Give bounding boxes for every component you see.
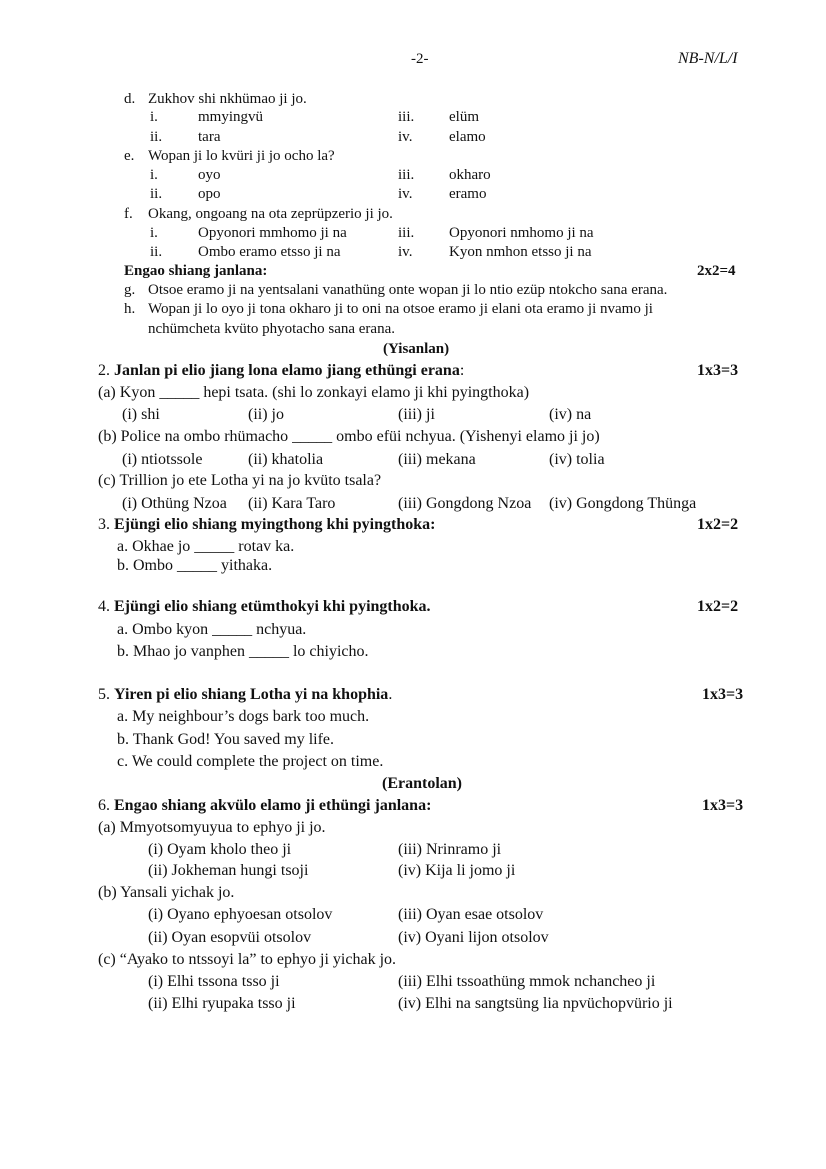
q1h-line2: nchümcheta kvüto phyotacho sana erana.: [148, 321, 395, 337]
q1f-opt-text: Ombo eramo etsso ji na: [198, 244, 341, 260]
q6b-option: (iii) Oyan esae otsolov: [398, 906, 544, 923]
q1f-opt-num: iv.: [398, 244, 413, 260]
q1d-opt-text: elamo: [449, 129, 486, 145]
q1f-opt-num: iii.: [398, 225, 415, 241]
q3-number: 3.: [98, 516, 110, 533]
q1e-opt-num: iv.: [398, 186, 413, 202]
page-number: -2-: [411, 51, 429, 67]
q2a-text: (a) Kyon _____ hepi tsata. (shi lo zonkayi elamo ji khi pyingthoka): [98, 384, 530, 401]
q6b-option: (ii) Oyan esopvüi otsolov: [148, 929, 312, 946]
q1d-opt-text: elüm: [449, 109, 479, 125]
q5-marks: 1x3=3: [702, 686, 744, 703]
q1f-text: Okang, ongoang na ota zeprüpzerio ji jo.: [148, 206, 393, 222]
q1e-label: e.: [124, 148, 135, 164]
q1d-opt-num: iv.: [398, 129, 413, 145]
q6a-text: (a) Mmyotsomyuyua to ephyo ji jo.: [98, 819, 326, 836]
q2a-option: (ii) jo: [248, 406, 284, 423]
q1f-opt-text: Opyonori mmhomo ji na: [198, 225, 347, 241]
q3-marks: 1x2=2: [697, 516, 739, 533]
q1f-opt-num: ii.: [150, 244, 163, 260]
q2c-option: (i) Othüng Nzoa: [122, 495, 227, 512]
q3-heading: [98, 516, 435, 534]
q2-marks: 1x3=3: [697, 362, 739, 379]
q6a-option: (iv) Kija li jomo ji: [398, 862, 516, 879]
q6-number: 6.: [98, 797, 110, 814]
q1h-line1: Wopan ji lo oyo ji tona okharo ji to oni na otsoe eramo ji elani ota eramo ji nvamo ji: [148, 301, 653, 317]
q1f-opt-text: Kyon nmhon etsso ji na: [449, 244, 592, 260]
q2c-option: (iv) Gongdong Thünga: [549, 495, 697, 512]
q1e-opt-num: i.: [150, 167, 158, 183]
q5-heading: [98, 686, 392, 704]
q2-number: 2.: [98, 362, 110, 379]
section-erantolan: (Erantolan): [382, 775, 462, 792]
section-yisanlan: (Yisanlan): [383, 341, 450, 357]
q1g-text: Otsoe eramo ji na yentsalani vanathüng onte wopan ji lo ntio ezüp ntokcho sana erana.: [148, 282, 668, 298]
q3-item: a. Okhae jo _____ rotav ka.: [117, 538, 295, 555]
q6a-option: (ii) Jokheman hungi tsoji: [148, 862, 309, 879]
q1d-opt-text: mmyingvü: [198, 109, 264, 125]
q1e-opt-text: eramo: [449, 186, 487, 202]
q6-heading: [98, 797, 431, 815]
q6-marks: 1x3=3: [702, 797, 744, 814]
q5-dot: .: [388, 686, 393, 703]
q1g-label: g.: [124, 282, 136, 298]
q6-title: Engao shiang akvülo elamo ji ethüngi janlana:: [114, 797, 432, 814]
engao-marks: 2x2=4: [697, 263, 736, 279]
q2-colon: :: [459, 362, 465, 379]
q2a-option: (iv) na: [549, 406, 592, 423]
q2-heading: [98, 362, 464, 380]
q6c-option: (iii) Elhi tssoathüng mmok nchancheo ji: [398, 973, 656, 990]
q1d-opt-num: i.: [150, 109, 158, 125]
q2a-option: (i) shi: [122, 406, 160, 423]
paper-code: NB-N/L/I: [678, 50, 738, 67]
q1d-text: Zukhov shi nkhümao ji jo.: [148, 91, 307, 107]
q6b-option: (iv) Oyani lijon otsolov: [398, 929, 549, 946]
q2-title: Janlan pi elio jiang lona elamo jiang ethüngi erana: [114, 362, 460, 379]
engao-instruction: Engao shiang janlana:: [124, 263, 268, 279]
q6c-option: (ii) Elhi ryupaka tsso ji: [148, 995, 296, 1012]
q1d-opt-num: iii.: [398, 109, 415, 125]
q4-item: a. Ombo kyon _____ nchyua.: [117, 621, 307, 638]
q4-heading: [98, 598, 431, 616]
q2c-option: (iii) Gongdong Nzoa: [398, 495, 532, 512]
q3-item: b. Ombo _____ yithaka.: [117, 557, 273, 574]
q2b-option: (ii) khatolia: [248, 451, 324, 468]
q5-title: Yiren pi elio shiang Lotha yi na khophia: [114, 686, 389, 703]
q6a-option: (i) Oyam kholo theo ji: [148, 841, 292, 858]
q4-number: 4.: [98, 598, 110, 615]
q1e-opt-num: ii.: [150, 186, 163, 202]
q4-item: b. Mhao jo vanphen _____ lo chiyicho.: [117, 643, 369, 660]
q5-item: a. My neighbour’s dogs bark too much.: [117, 708, 370, 725]
q1e-opt-text: oyo: [198, 167, 221, 183]
q6c-text: (c) “Ayako to ntssoyi la” to ephyo ji yichak jo.: [98, 951, 397, 968]
q1d-opt-text: tara: [198, 129, 221, 145]
q5-item: c. We could complete the project on time.: [117, 753, 384, 770]
q2c-text: (c) Trillion jo ete Lotha yi na jo kvüto tsala?: [98, 472, 382, 489]
q1e-opt-text: opo: [198, 186, 221, 202]
q6c-option: (i) Elhi tssona tsso ji: [148, 973, 280, 990]
q2a-option: (iii) ji: [398, 406, 435, 423]
q1f-label: f.: [124, 206, 133, 222]
q1f-opt-text: Opyonori nmhomo ji na: [449, 225, 594, 241]
q1h-label: h.: [124, 301, 136, 317]
q4-title: Ejüngi elio shiang etümthokyi khi pyingthoka.: [114, 598, 431, 615]
q2b-option: (i) ntiotssole: [122, 451, 203, 468]
q1f-opt-num: i.: [150, 225, 158, 241]
q5-number: 5.: [98, 686, 110, 703]
q1e-text: Wopan ji lo kvüri ji jo ocho la?: [148, 148, 335, 164]
q3-title: Ejüngi elio shiang myingthong khi pyingthoka:: [114, 516, 436, 533]
q2c-option: (ii) Kara Taro: [248, 495, 336, 512]
q1d-opt-num: ii.: [150, 129, 163, 145]
q2b-text: (b) Police na ombo rhümacho _____ ombo efüi nchyua. (Yishenyi elamo ji jo): [98, 428, 600, 445]
q6b-option: (i) Oyano ephyoesan otsolov: [148, 906, 333, 923]
q5-item: b. Thank God! You saved my life.: [117, 731, 335, 748]
q1d-label: d.: [124, 91, 136, 107]
q6b-text: (b) Yansali yichak jo.: [98, 884, 235, 901]
q6c-option: (iv) Elhi na sangtsüng lia npvüchopvürio ji: [398, 995, 673, 1012]
q2b-option: (iii) mekana: [398, 451, 476, 468]
q1e-opt-num: iii.: [398, 167, 415, 183]
q6a-option: (iii) Nrinramo ji: [398, 841, 502, 858]
q4-marks: 1x2=2: [697, 598, 739, 615]
q1e-opt-text: okharo: [449, 167, 491, 183]
q2b-option: (iv) tolia: [549, 451, 605, 468]
